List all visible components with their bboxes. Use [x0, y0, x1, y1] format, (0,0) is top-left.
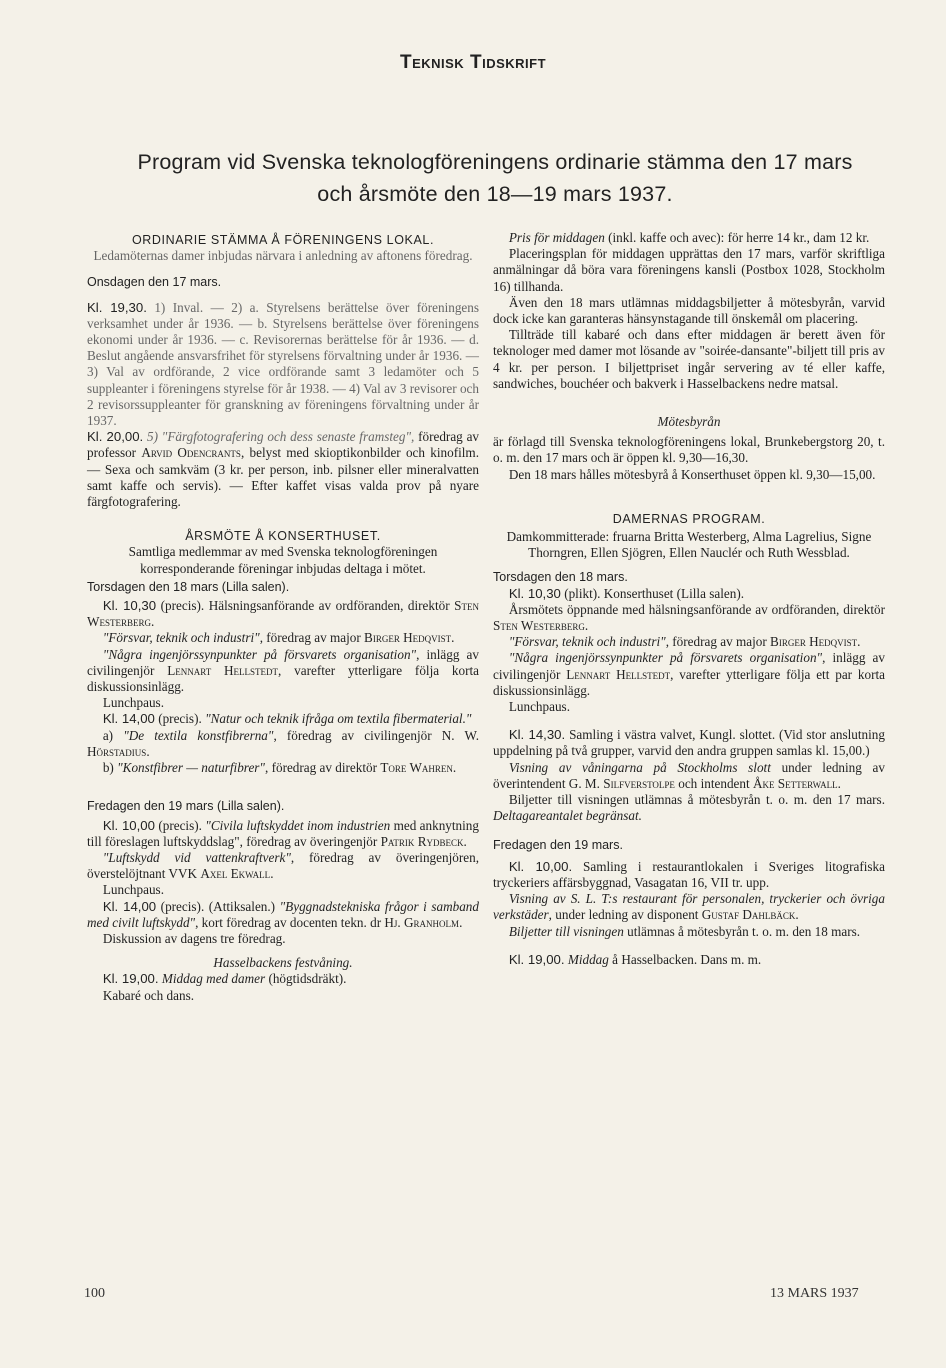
agenda-item	[493, 891, 885, 923]
paragraph: Lunchpaus.	[508, 699, 570, 715]
agenda-title: Visning av S. L. T:s restaurant för personalen, tryckerier och övriga verkstäder	[493, 891, 885, 923]
agenda-text: (högtidsdräkt).	[265, 971, 347, 987]
person-name: Sten Westerberg	[87, 598, 480, 630]
paragraph: Samtliga medlemmar av med Svenska teknologföreningen korresponderande föreningar inbjudas deltaga i mötet.	[128, 544, 438, 576]
agenda-title: "Civila luftskyddet inom industrien	[205, 817, 391, 833]
agenda-item	[87, 300, 479, 430]
time-label: Kl. 10,30	[508, 585, 561, 601]
agenda-title: "Konstfibrer — naturfibrer"	[117, 760, 265, 776]
agenda-text: .	[451, 630, 455, 646]
day-heading: Onsdagen den 17 mars.	[87, 275, 222, 290]
day-heading: Torsdagen den 18 mars (Lilla salen).	[87, 579, 290, 594]
agenda-item	[87, 818, 479, 850]
person-name: Birger Hedqvist	[770, 634, 858, 650]
agenda-text: .	[150, 614, 155, 630]
agenda-item	[87, 711, 479, 727]
agenda-title: "Några ingenjörssynpunkter på försvarets organisation"	[102, 646, 417, 662]
agenda-text: a)	[102, 727, 124, 743]
agenda-text: .	[146, 743, 150, 759]
agenda-text: , inlägg av civilingenjör	[87, 646, 479, 678]
agenda-text: Biljetter till visningen utlämnas å mötesbyrån t. o. m. den 17 mars.	[508, 792, 885, 808]
paragraph: Damkommitterade: fruarna Britta Westerberg, Alma Lagrelius, Signe Thorngren, Ellen Sjögren, Ellen Nauclér och Ruth Wessblad.	[506, 529, 872, 561]
agenda-text: under ledning av överintendent G. M.	[493, 759, 886, 791]
agenda-title: Deltagareantalet begränsat.	[493, 808, 642, 824]
agenda-text: , föredrag av direktör	[264, 760, 381, 776]
agenda-title: "Byggnadstekniska frågor i samband med civilt luftskydd"	[87, 898, 479, 930]
agenda-text: , föredrag av civilingenjör N. W.	[273, 727, 479, 743]
masthead: Teknisk Tidskrift	[399, 52, 547, 73]
person-name: Axel Ekwall	[200, 866, 271, 882]
person-name: Hörstadius	[87, 743, 147, 759]
agenda-text: å Hasselbacken. Dans m. m.	[608, 951, 762, 967]
paragraph: Lunchpaus.	[102, 882, 164, 898]
agenda-item	[87, 647, 479, 696]
agenda-title: 5) "Färgfotografering och dess senaste framsteg",	[143, 429, 415, 445]
agenda-item	[87, 899, 479, 931]
time-label: Kl. 10,00	[102, 817, 155, 833]
agenda-text: och intendent	[674, 775, 753, 791]
agenda-text: .	[270, 866, 274, 882]
agenda-text: (plikt). Konserthuset (Lilla salen).	[560, 585, 745, 601]
issue-date: 13 MARS 1937	[770, 1286, 859, 1301]
agenda-item	[87, 630, 479, 646]
agenda-item	[87, 971, 479, 987]
section-heading: DAMERNAS PROGRAM.	[612, 511, 766, 526]
person-name: Tore Wahren	[380, 760, 453, 776]
agenda-text: , kort föredrag av docenten tekn. dr	[195, 914, 385, 930]
agenda-title: Visning av våningarna på Stockholms slott	[508, 759, 771, 775]
agenda-text: .	[837, 775, 841, 791]
agenda-text: , under ledning av disponent	[548, 907, 702, 923]
agenda-title: "Några ingenjörssynpunkter på försvarets organisation"	[508, 650, 823, 666]
agenda-title: Middag med damer	[158, 971, 266, 987]
agenda-item	[87, 760, 479, 776]
agenda-text: .	[857, 634, 861, 650]
agenda-item	[493, 727, 885, 759]
section-heading: ORDINARIE STÄMMA Å FÖRENINGENS LOKAL.	[131, 233, 435, 247]
office-heading	[493, 414, 885, 430]
person-name: Lennart Hellstedt	[566, 666, 671, 682]
time-label: Kl. 10,30	[102, 598, 157, 614]
paragraph: Även den 18 mars utlämnas middagsbiljetter å mötesbyrån, varvid dock icke kan garanteras hänsynstagande till önskemål om placering.	[493, 294, 885, 327]
agenda-title: Middag	[564, 951, 609, 967]
person-name: Lennart Hellstedt	[167, 662, 279, 678]
agenda-item	[87, 850, 479, 882]
paragraph: Tillträde till kabaré och dans efter middagen är berett även för teknologer med damer mot lösande av "soirée-dansante"-biljett till pris av 4 kr. per person. I biljettpriset ingår servering av té eller kaffe, sandwiches, bouchéer och bakverk i Hasselbackens nedre matsal.	[493, 327, 885, 391]
agenda-item	[493, 602, 885, 634]
person-name: Arvid Odencrants	[141, 445, 241, 461]
page-title	[100, 146, 890, 210]
agenda-text: (inkl. kaffe och avec): för herre 14 kr., dam 12 kr.	[604, 230, 870, 245]
time-label: Kl. 20,00.	[87, 429, 144, 445]
agenda-text: 1) Inval. — 2) a. Styrelsens berättelse över föreningens verksamhet under år 1936. — b. Styrelsens berättelse över föreningens ekonomi under år 1936. — c. Revisorernas berättelse för år 1936. — d. Beslut angående ansvarsfrihet för styrelsens förvaltning under år 1936. — 3) Val av ordförande, 2 vice ordförande samt 3 ledamöter och 5 suppleanter i föreningens styrelse för år 1938. — 4) Val av 3 revisorer och 2 revisorssuppleanter för granskning av föreningens förvaltning under år 1937.	[87, 299, 480, 429]
day-heading: Torsdagen den 18 mars.	[493, 570, 628, 585]
agenda-title: "Luftskydd vid vattenkraftverk"	[102, 849, 291, 865]
agenda-text: .	[584, 618, 589, 634]
agenda-item	[87, 598, 479, 630]
agenda-title: Pris för middagen	[508, 230, 605, 245]
agenda-text: , belyst med skioptikonbilder och kinofilm. — Sexa och samkväm (3 kr. per person, inb. pilsner eller mineralvatten samt kaffe och servis). — Efter kaffet visas valda prov på nyare färgfotografering.	[87, 445, 479, 510]
paragraph: Kabaré och dans.	[102, 987, 195, 1003]
person-name: Patrik Rydbeck	[380, 833, 464, 849]
left-column	[87, 230, 479, 1004]
paragraph: Ledamöternas damer inbjudas närvara i anledning av aftonens föredrag.	[93, 248, 473, 264]
agenda-text: (precis).	[154, 711, 206, 727]
agenda-text: (precis). (Attiksalen.)	[156, 898, 280, 914]
paragraph: Placeringsplan för middagen upprättas den 17 mars, varför skriftliga anmälningar då böra vara föreningens kansli (Postbox 1028, Stockholm 16) tillhanda.	[493, 246, 885, 294]
office-title: Mötesbyrån	[657, 414, 721, 430]
venue-title: Hasselbackens festvåning.	[213, 955, 353, 971]
agenda-title: "Försvar, teknik och industri"	[102, 630, 260, 646]
time-label: Kl. 14,30.	[508, 727, 566, 743]
agenda-text: , föredrag av major	[665, 634, 771, 650]
paragraph: är förlagd till Svenska teknologföreningens lokal, Brunkebergstorg 20, t. o. m. den 17 mars och är öppen kl. 9,30—16,30.	[493, 434, 885, 466]
paragraph	[493, 230, 885, 246]
person-name: Silfverstolpe	[603, 775, 675, 791]
time-label: Kl. 19,00.	[102, 971, 159, 987]
page-number: 100	[84, 1286, 105, 1301]
agenda-text: utlämnas å mötesbyrån t. o. m. den 18 mars.	[623, 923, 861, 939]
paragraph: Den 18 mars hålles mötesbyrå å Konserthuset öppen kl. 9,30—15,00.	[508, 466, 876, 482]
time-label: Kl. 19,30.	[87, 299, 147, 315]
title-line-2: och årsmöte den 18—19 mars 1937.	[317, 182, 673, 206]
person-name: Birger Hedqvist	[364, 630, 452, 646]
paragraph: Lunchpaus.	[102, 695, 164, 711]
agenda-text: , föredrag av major	[259, 630, 365, 646]
agenda-text: .	[463, 833, 467, 849]
agenda-text: med anknytning till föreslagen luftskyddslag", föredrag av överingenjör	[87, 817, 479, 849]
agenda-text: .	[795, 907, 799, 923]
agenda-text: , inlägg av civilingenjör	[493, 650, 885, 682]
agenda-item	[493, 760, 885, 792]
agenda-text: Samling i västra valvet, Kungl. slottet. (Vid stor anslutning uppdelning på två grupper, varvid den andra gruppen samlas kl. 15,00.)	[493, 727, 885, 759]
agenda-text: föredrag av professor	[87, 429, 480, 461]
agenda-text: b)	[102, 760, 118, 776]
agenda-title: "De textila konstfibrerna"	[123, 727, 274, 743]
agenda-text: Årsmötets öppnande med hälsningsanförande av ordföranden, direktör	[508, 601, 885, 617]
agenda-item	[493, 859, 885, 891]
agenda-title: "Försvar, teknik och industri"	[508, 634, 666, 650]
agenda-item	[87, 728, 479, 760]
agenda-text: , varefter ytterligare följa korta diskussionsinlägg.	[87, 662, 480, 695]
venue-heading	[87, 955, 479, 971]
agenda-title: Biljetter till visningen	[508, 923, 624, 939]
person-name: Hj. Granholm	[384, 914, 460, 930]
day-heading: Fredagen den 19 mars (Lilla salen).	[87, 799, 285, 814]
agenda-text: .	[459, 914, 463, 930]
time-label: Kl. 19,00.	[508, 951, 565, 967]
agenda-text: (precis). Hälsningsanförande av ordföranden, direktör	[156, 598, 455, 614]
agenda-text: Samling i restaurantlokalen i Sveriges litografiska tryckeriers affärsbyggnad, Vasagatan 16, VII tr. upp.	[493, 858, 885, 890]
title-line-1: Program vid Svenska teknologföreningens ordinarie stämma den 17 mars	[137, 150, 853, 174]
person-name: Åke Setterwall	[752, 775, 838, 791]
agenda-text: , föredrag av överingenjören, överstelöjtnant VVK	[87, 849, 479, 882]
agenda-item	[493, 924, 885, 940]
right-column	[493, 230, 885, 968]
agenda-item	[493, 634, 885, 650]
time-label: Kl. 10,00.	[508, 858, 573, 874]
time-label: Kl. 14,00	[102, 898, 157, 914]
paragraph: Diskussion av dagens tre föredrag.	[102, 930, 286, 946]
agenda-item	[493, 952, 885, 968]
agenda-text: .	[452, 760, 457, 776]
person-name: Gustaf Dahlbäck	[701, 907, 796, 923]
agenda-item	[493, 586, 885, 602]
time-label: Kl. 14,00	[102, 711, 155, 727]
day-heading: Fredagen den 19 mars.	[493, 837, 623, 852]
agenda-text: , varefter ytterligare följa ett par korta diskussionsinlägg.	[493, 666, 886, 698]
agenda-text: (precis).	[154, 817, 206, 833]
agenda-item	[87, 429, 479, 510]
section-heading: ÅRSMÖTE Å KONSERTHUSET.	[185, 529, 381, 544]
agenda-title: "Natur och teknik ifråga om textila fibermaterial."	[205, 711, 472, 727]
person-name: Sten Westerberg	[493, 618, 585, 634]
agenda-item	[493, 792, 885, 824]
agenda-item	[493, 650, 885, 699]
